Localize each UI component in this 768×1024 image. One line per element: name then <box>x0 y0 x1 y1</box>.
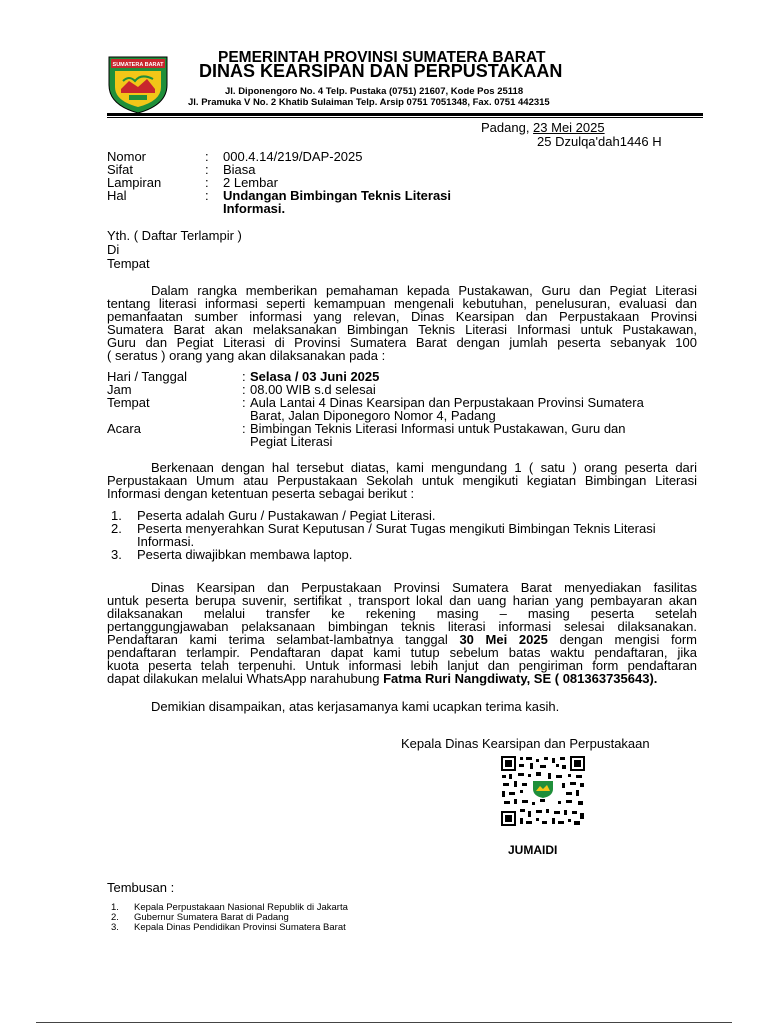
para1-line: Guru dan Pegiat Literasi di Provinsi Sumatera Barat dengan jumlah peserta sebanyak 100 <box>107 335 697 350</box>
contact-person: Fatma Ruri Nangdiwaty, SE ( 081363735643). <box>383 671 658 686</box>
para3-text: dapat dilakukan melalui WhatsApp narahubung <box>107 671 384 686</box>
para3-text: Pendaftaran kami terima selambat-lambatnya tanggal <box>107 632 460 647</box>
letter-date <box>481 121 605 134</box>
para3-line-contact <box>107 672 657 685</box>
para1-line: tentang literasi informasi seperti kemampuan mengenali kebutuhan, penelusuran, evaluasi dan <box>107 296 697 311</box>
event-value-date: Selasa / 03 Juni 2025 <box>250 369 380 384</box>
addressee-line: Tempat <box>107 256 150 271</box>
requirement-text: Peserta adalah Guru / Pustakawan / Pegiat Literasi. <box>137 508 436 523</box>
meta-colon: : <box>205 149 209 164</box>
provincial-emblem-logo <box>107 55 169 115</box>
header-agency-name: DINAS KEARSIPAN DAN PERPUSTAKAAN <box>199 61 563 81</box>
signatory-title: Kepala Dinas Kearsipan dan Perpustakaan <box>401 736 650 751</box>
event-label-time: Jam <box>107 382 132 397</box>
meta-label-hal: Hal <box>107 188 127 203</box>
event-value-place: Aula Lantai 4 Dinas Kearsipan dan Perpustakaan Provinsi Sumatera <box>250 395 644 410</box>
event-value-agenda-cont: Pegiat Literasi <box>250 434 333 449</box>
para1-line: Dalam rangka memberikan pemahaman kepada Pustakawan, Guru dan Pegiat Literasi <box>151 283 697 298</box>
page-bottom-border <box>36 1022 732 1023</box>
event-label-place: Tempat <box>107 395 150 410</box>
requirement-text: Peserta menyerahkan Surat Keputusan / Surat Tugas mengikuti Bimbingan Teknis Literasi <box>137 521 656 536</box>
para3-line: dilaksanakan melalui transfer ke rekening masing – masing peserta setelah <box>107 606 697 621</box>
meta-label-nomor: Nomor <box>107 149 147 164</box>
addressee-line: Yth. ( Daftar Terlampir ) <box>107 228 242 243</box>
para1-line: ( seratus ) orang yang akan dilaksanakan pada : <box>107 348 386 363</box>
para3-line: Dinas Kearsipan dan Perpustakaan Provinsi Sumatera Barat menyediakan fasilitas <box>151 580 697 595</box>
closing-sentence: Demikian disampaikan, atas kerjasamanya kami ucapkan terima kasih. <box>151 699 560 714</box>
requirement-text: Peserta diwajibkan membawa laptop. <box>137 547 353 562</box>
requirement-number: 3. <box>111 547 122 562</box>
para1-line: pemanfaatan sumber informasi yang relevan, Dinas Kearsipan dan Perpustakaan Provinsi <box>107 309 697 324</box>
requirement-number: 2. <box>111 521 122 536</box>
para2-line: Perpustakaan Umum atau Perpustakaan Sekolah untuk mengikuti kegiatan Bimbingan Literasi <box>107 473 697 488</box>
header-divider-thin <box>107 117 703 118</box>
qr-code-signature <box>500 755 586 827</box>
para3-text: dengan mengisi form <box>547 632 697 647</box>
header-address-line-1: Jl. Diponengoro No. 4 Telp. Pustaka (0751) 21607, Kode Pos 25118 <box>225 86 524 97</box>
meta-value-nomor: 000.4.14/219/DAP-2025 <box>223 149 363 164</box>
event-value-agenda: Bimbingan Teknis Literasi Informasi untuk Pustakawan, Guru dan <box>250 421 626 436</box>
para3-line: kuota peserta telah terpenuhi. Untuk informasi lebih lanjut dan pengiriman form pendaftaran <box>107 658 697 673</box>
event-colon: : <box>242 369 246 384</box>
cc-number: 3. <box>111 922 119 933</box>
cc-number: 2. <box>111 912 119 923</box>
requirement-number: 1. <box>111 508 122 523</box>
cc-item: Kepala Perpustakaan Nasional Republik di Jakarta <box>134 902 348 913</box>
event-label-date: Hari / Tanggal <box>107 369 187 384</box>
event-label-agenda: Acara <box>107 421 141 436</box>
meta-label-lampiran: Lampiran <box>107 175 162 190</box>
date-hijri: 25 Dzulqa'dah1446 H <box>537 134 662 149</box>
cc-item: Gubernur Sumatera Barat di Padang <box>134 912 289 923</box>
addressee-line: Di <box>107 242 120 257</box>
header-divider <box>107 113 703 116</box>
event-colon: : <box>242 382 246 397</box>
meta-colon: : <box>205 162 209 177</box>
signatory-name: JUMAIDI <box>508 843 558 857</box>
requirement-text-cont: Informasi. <box>137 534 195 549</box>
meta-value-hal: Undangan Bimbingan Teknis Literasi <box>223 188 452 203</box>
para3-line: pendaftaran terlampir. Pendaftaran dapat kami tutup sebelum batas waktu pendaftaran, jika <box>107 645 697 660</box>
para1-line: Sumatera Barat akan melaksanakan Bimbingan Teknis Literasi Informasi untuk Pustakawan, <box>107 322 697 337</box>
meta-colon: : <box>205 175 209 190</box>
para2-line: Informasi dengan ketentuan peserta sebagai berikut : <box>107 486 415 501</box>
meta-value-sifat: Biasa <box>223 162 256 177</box>
cc-number: 1. <box>111 902 119 913</box>
header-address-line-2: Jl. Pramuka V No. 2 Khatib Sulaiman Telp. Arsip 0751 7051348, Fax. 0751 442315 <box>188 97 550 108</box>
event-colon: : <box>242 421 246 436</box>
meta-value-hal-cont: Informasi. <box>223 201 286 216</box>
meta-value-lampiran: 2 Lembar <box>223 175 278 190</box>
meta-label-sifat: Sifat <box>107 162 134 177</box>
deadline-date: 30 Mei 2025 <box>459 632 548 647</box>
event-colon: : <box>242 395 246 410</box>
header-government-name: PEMERINTAH PROVINSI SUMATERA BARAT <box>218 49 546 66</box>
logo-text: SUMATERA BARAT <box>112 62 164 68</box>
para3-line: pertanggungjawaban pelaksanaan bimbingan teknis literasi informasi selesai dilaksanakan. <box>107 619 697 634</box>
event-value-time: 08.00 WIB s.d selesai <box>250 382 376 397</box>
date-place: Padang, <box>481 120 534 135</box>
date-gregorian: 23 Mei 2025 <box>533 120 605 135</box>
para3-line: untuk peserta berupa suvenir, sertifikat , transport lokal dan uang harian yang pembayaran akan <box>107 593 697 608</box>
cc-item: Kepala Dinas Pendidikan Provinsi Sumatera Barat <box>134 922 346 933</box>
event-value-place-cont: Barat, Jalan Diponegoro Nomor 4, Padang <box>250 408 496 423</box>
meta-colon: : <box>205 188 209 203</box>
cc-heading: Tembusan : <box>107 880 175 895</box>
para2-line: Berkenaan dengan hal tersebut diatas, kami mengundang 1 ( satu ) orang peserta dari <box>151 460 697 475</box>
